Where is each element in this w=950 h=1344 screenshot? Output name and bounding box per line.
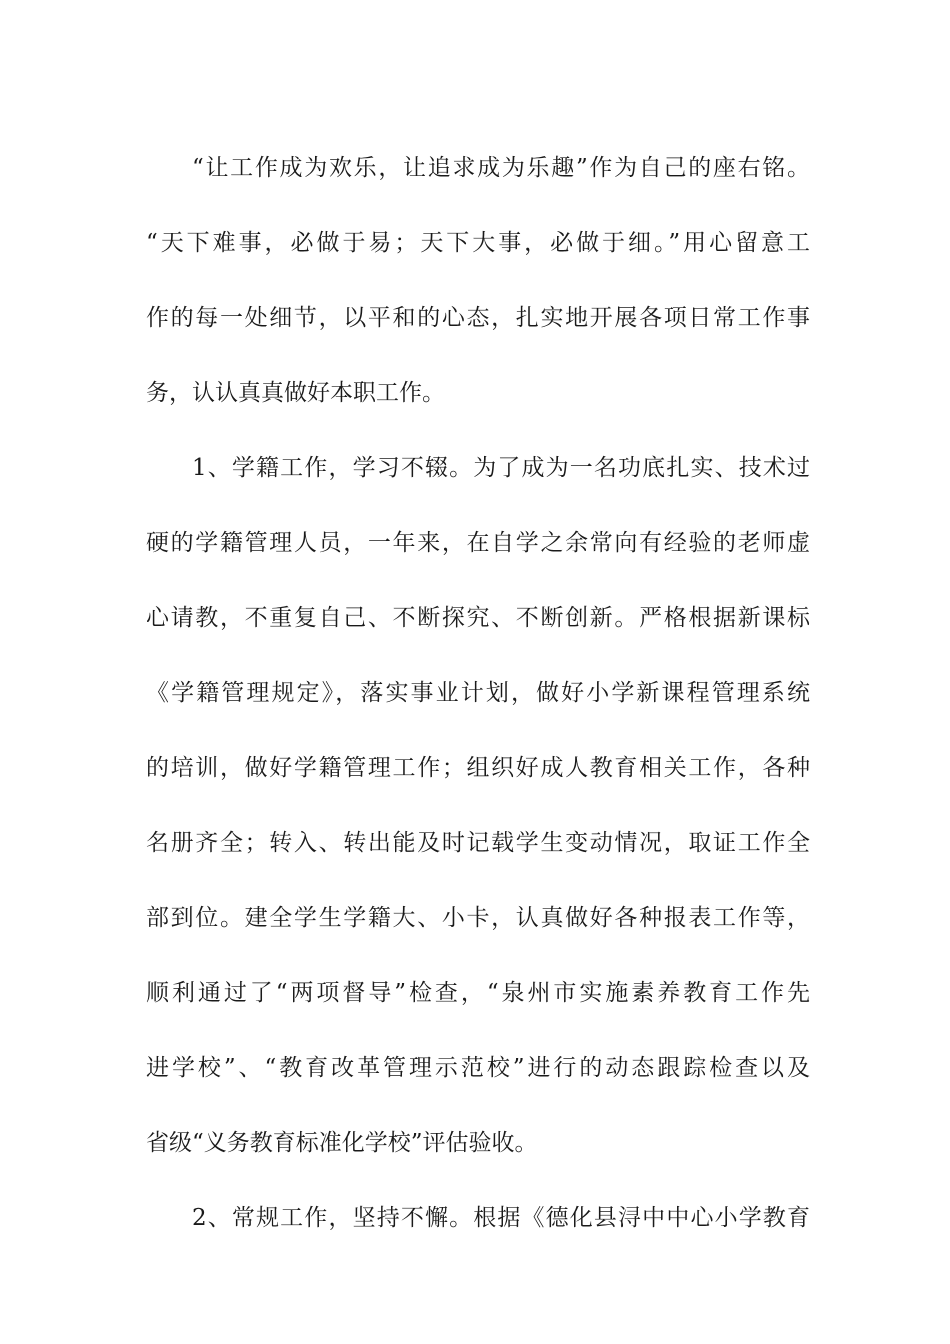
text-line: 1、学籍工作，学习不辍。为了成为一名功底扎实、技术过 <box>192 455 810 481</box>
text-line: 《学籍管理规定》，落实事业计划，做好小学新课程管理系统 <box>146 680 810 706</box>
text-line: 顺利通过了“两项督导”检查，“泉州市实施素养教育工作先 <box>146 980 810 1006</box>
text-line: 省级“义务教育标准化学校”评估验收。 <box>146 1130 538 1156</box>
text-line: 作的每一处细节，以平和的心态，扎实地开展各项日常工作事 <box>146 305 810 331</box>
text-line: 名册齐全；转入、转出能及时记载学生变动情况，取证工作全 <box>146 830 810 856</box>
text-line: 进学校”、“教育改革管理示范校”进行的动态跟踪检查以及 <box>146 1055 810 1081</box>
text-line: “让工作成为欢乐，让追求成为乐趣”作为自己的座右铭。 <box>192 155 810 181</box>
text-line: 硬的学籍管理人员，一年来，在自学之余常向有经验的老师虚 <box>146 530 810 556</box>
text-line: 务，认认真真做好本职工作。 <box>146 380 445 406</box>
text-line: 部到位。建全学生学籍大、小卡，认真做好各种报表工作等， <box>146 905 810 931</box>
text-line: 的培训，做好学籍管理工作；组织好成人教育相关工作，各种 <box>146 755 810 781</box>
document-body <box>146 131 810 1256</box>
text-line: “天下难事，必做于易；天下大事，必做于细。”用心留意工 <box>146 230 810 256</box>
text-line: 2、常规工作，坚持不懈。根据《德化县浔中中心小学教育 <box>192 1205 810 1231</box>
text-line: 心请教，不重复自己、不断探究、不断创新。严格根据新课标 <box>146 605 810 631</box>
